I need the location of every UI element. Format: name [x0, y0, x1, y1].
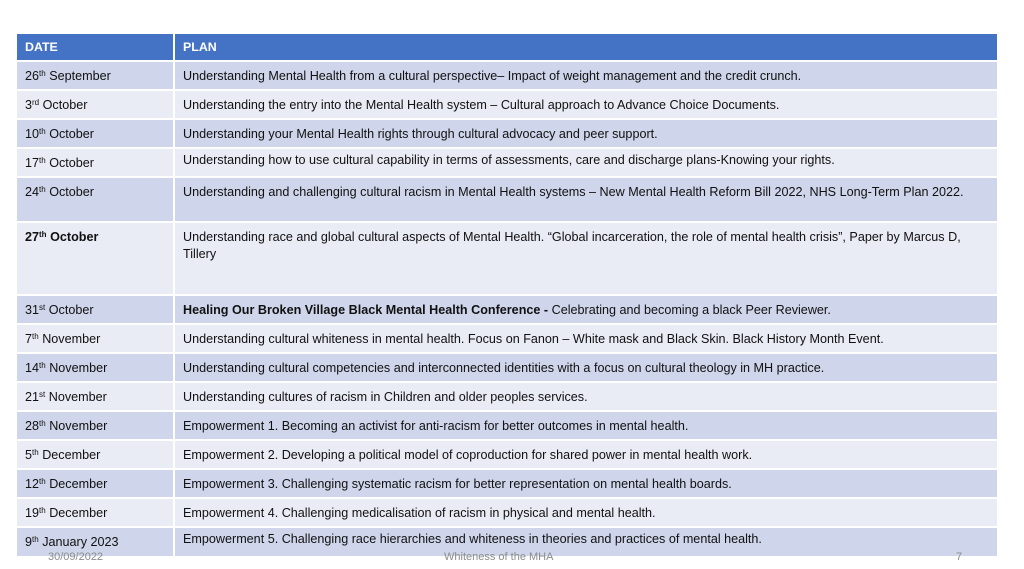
- plan-text: Understanding cultural whiteness in mental health. Focus on Fanon – White mask and Black Skin. Black History Month Event.: [183, 332, 884, 346]
- date-month: January 2023: [42, 535, 119, 549]
- row-plan: [174, 411, 998, 440]
- footer-title: Whiteness of the MHA: [444, 551, 554, 563]
- date-month: December: [42, 448, 101, 462]
- date-ordinal-suffix: th: [39, 127, 46, 136]
- table-row: [17, 148, 998, 177]
- date-month: December: [49, 477, 108, 491]
- table-row: [17, 324, 998, 353]
- table-row: [17, 498, 998, 527]
- date-ordinal-suffix: th: [39, 361, 46, 370]
- table-row: [17, 469, 998, 498]
- date-ordinal-suffix: th: [32, 535, 39, 544]
- date-month: October: [48, 303, 94, 317]
- row-plan: [174, 498, 998, 527]
- date-month: November: [49, 361, 108, 375]
- row-plan: [174, 61, 998, 90]
- plan-text: Empowerment 2. Developing a political model of coproduction for shared power in mental health work.: [183, 448, 753, 462]
- date-day: 24: [25, 185, 40, 199]
- date-day: 27: [25, 230, 40, 244]
- plan-text: Celebrating and becoming a black Peer Reviewer.: [551, 303, 831, 317]
- table-row: [17, 90, 998, 119]
- date-month: October: [42, 98, 88, 112]
- header-date: DATE: [17, 34, 174, 61]
- date-day: 14: [25, 361, 40, 375]
- plan-text: Understanding Mental Health from a cultural perspective– Impact of weight management and the credit crunch.: [183, 69, 802, 83]
- row-plan: [174, 90, 998, 119]
- row-date: [17, 498, 174, 527]
- row-date: [17, 324, 174, 353]
- date-ordinal-suffix: th: [39, 69, 46, 78]
- date-month: December: [49, 506, 108, 520]
- plan-text: Understanding cultural competencies and interconnected identities with a focus on cultural theology in MH practice.: [183, 361, 825, 375]
- date-month: October: [50, 230, 99, 244]
- table-row: [17, 382, 998, 411]
- table-row: [17, 295, 998, 324]
- date-day: 31: [25, 303, 40, 317]
- date-day: 19: [25, 506, 40, 520]
- row-plan: [174, 222, 998, 295]
- row-date: [17, 119, 174, 148]
- row-date: [17, 295, 174, 324]
- table-row: [17, 353, 998, 382]
- date-month: October: [49, 156, 94, 170]
- date-day: 17: [25, 156, 40, 170]
- date-ordinal-suffix: th: [39, 185, 46, 194]
- plan-text: Understanding and challenging cultural racism in Mental Health systems – New Mental Health Reform Bill 2022, NHS Long-Term Plan 2022.: [183, 185, 964, 199]
- row-plan: [174, 119, 998, 148]
- table-body: [17, 61, 998, 556]
- date-ordinal-suffix: st: [39, 303, 46, 312]
- row-plan: [174, 469, 998, 498]
- row-date: [17, 90, 174, 119]
- footer-page-number: 7: [956, 551, 963, 563]
- date-ordinal-suffix: th: [39, 230, 47, 239]
- plan-text: Empowerment 4. Challenging medicalisation of racism in physical and mental health.: [183, 506, 656, 520]
- header-plan: PLAN: [174, 34, 998, 61]
- table-header-row: [17, 34, 998, 61]
- footer-date: 30/09/2022: [48, 551, 104, 563]
- row-plan: [174, 527, 998, 556]
- plan-text: Understanding your Mental Health rights through cultural advocacy and peer support.: [183, 127, 658, 141]
- row-plan: [174, 177, 998, 222]
- date-month: September: [49, 69, 111, 83]
- date-ordinal-suffix: th: [39, 506, 46, 515]
- date-day: 10: [25, 127, 40, 141]
- row-plan: [174, 324, 998, 353]
- row-date: [17, 222, 174, 295]
- row-plan: [174, 353, 998, 382]
- date-day: 7: [25, 332, 33, 346]
- row-date: [17, 411, 174, 440]
- date-ordinal-suffix: th: [39, 156, 46, 165]
- plan-highlight: Healing Our Broken Village Black Mental Health Conference -: [183, 303, 552, 317]
- table-row: [17, 222, 998, 295]
- table-row: [17, 61, 998, 90]
- plan-text: Understanding race and global cultural aspects of Mental Health. “Global incarceration, the role of mental health crisis”, Paper by Marcus D, Tillery: [183, 230, 961, 261]
- plan-text: Understanding cultures of racism in Children and older peoples services.: [183, 390, 588, 404]
- row-plan: [174, 382, 998, 411]
- row-date: [17, 469, 174, 498]
- date-ordinal-suffix: th: [39, 419, 46, 428]
- plan-text: Understanding the entry into the Mental Health system – Cultural approach to Advance Choice Documents.: [183, 98, 780, 112]
- date-day: 28: [25, 419, 40, 433]
- table-row: [17, 177, 998, 222]
- row-date: [17, 61, 174, 90]
- row-date: [17, 148, 174, 177]
- date-ordinal-suffix: st: [39, 390, 46, 399]
- date-month: October: [49, 127, 94, 141]
- date-ordinal-suffix: th: [32, 332, 39, 341]
- date-day: 5: [25, 448, 33, 462]
- schedule-table: [17, 34, 999, 556]
- date-day: 12: [25, 477, 40, 491]
- table-row: [17, 440, 998, 469]
- date-day: 26: [25, 69, 40, 83]
- plan-text: Empowerment 3. Challenging systematic racism for better representation on mental health boards.: [183, 477, 732, 491]
- table-row: [17, 411, 998, 440]
- date-month: November: [42, 332, 101, 346]
- plan-text: Empowerment 1. Becoming an activist for anti-racism for better outcomes in mental health.: [183, 419, 689, 433]
- row-plan: [174, 295, 998, 324]
- row-date: [17, 353, 174, 382]
- row-plan: [174, 440, 998, 469]
- date-month: November: [49, 419, 108, 433]
- date-month: October: [49, 185, 94, 199]
- row-date: [17, 382, 174, 411]
- date-day: 3: [25, 98, 33, 112]
- date-month: November: [48, 390, 107, 404]
- date-day: 9: [25, 535, 33, 549]
- date-ordinal-suffix: rd: [32, 98, 40, 107]
- row-date: [17, 440, 174, 469]
- row-date: [17, 177, 174, 222]
- plan-text: Empowerment 5. Challenging race hierarchies and whiteness in theories and practices of mental health.: [183, 532, 762, 546]
- table-row: [17, 119, 998, 148]
- date-ordinal-suffix: th: [32, 448, 39, 457]
- row-plan: [174, 148, 998, 177]
- date-ordinal-suffix: th: [39, 477, 46, 486]
- date-day: 21: [25, 390, 40, 404]
- plan-text: Understanding how to use cultural capability in terms of assessments, care and discharge plans-Knowing your rights.: [183, 153, 835, 167]
